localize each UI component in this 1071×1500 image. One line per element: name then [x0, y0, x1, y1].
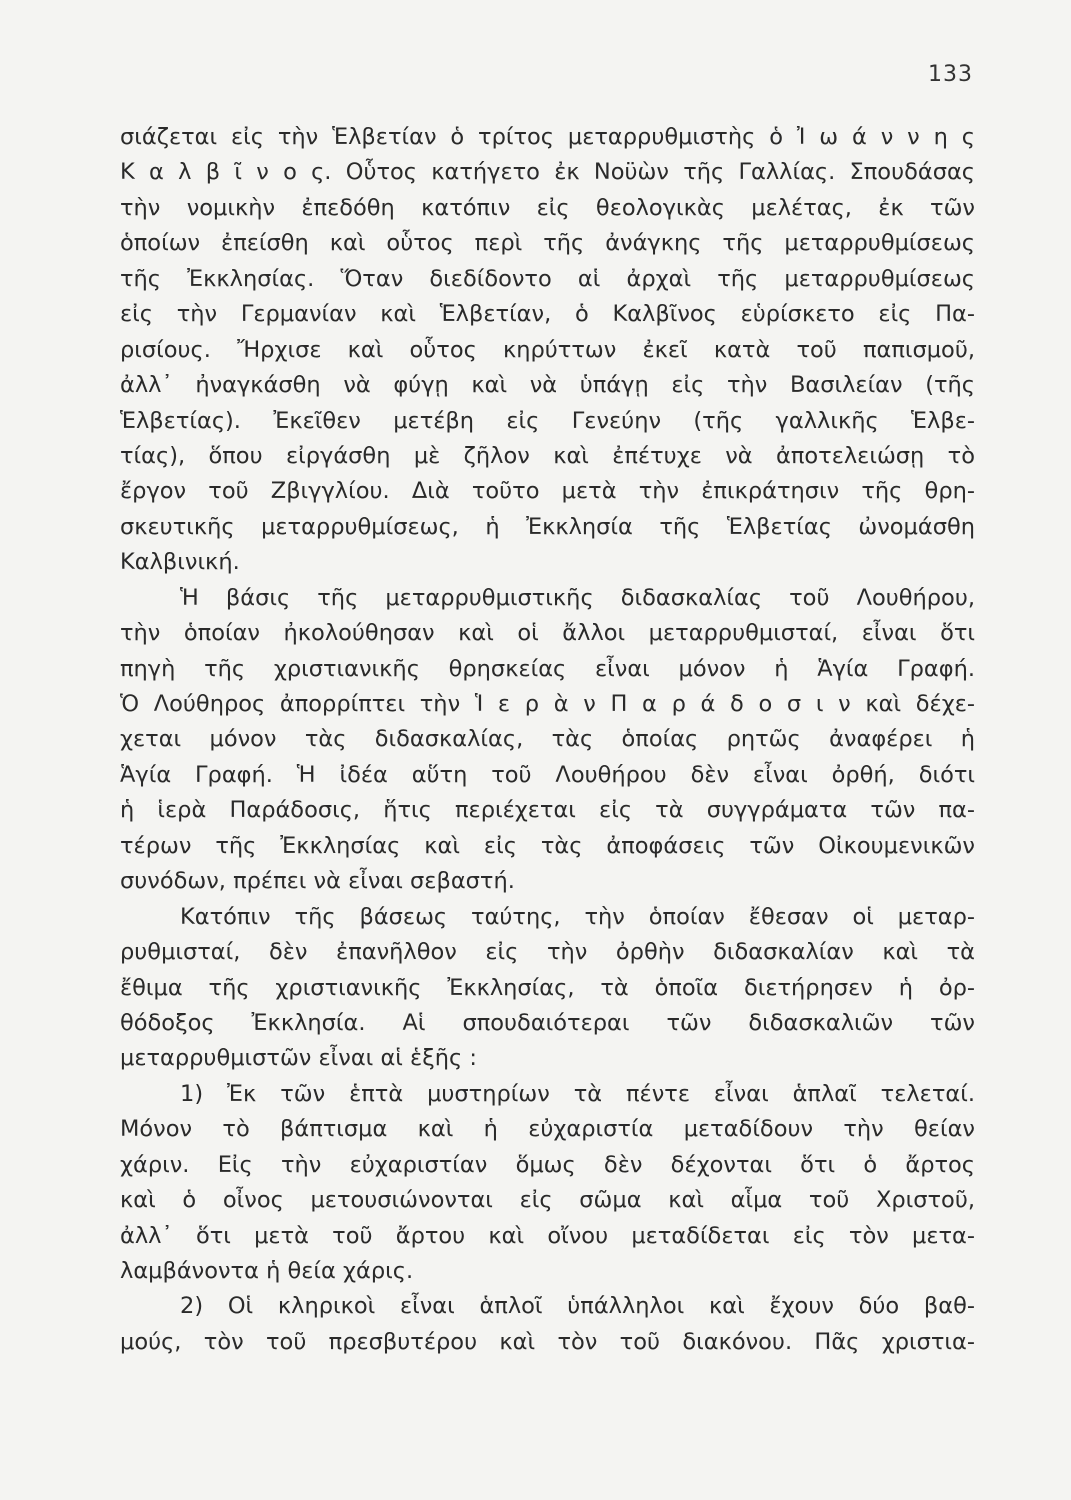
text-line: Ἑλβετίας). Ἐκεῖθεν μετέβη εἰς Γενεύην (τῆς γαλλικῆς Ἑλβε-: [120, 407, 975, 434]
text-line: εἰς τὴν Γερμανίαν καὶ Ἑλβετίαν, ὁ Καλβῖνος εὑρίσκετο εἰς Πα-: [120, 301, 975, 328]
text-line: Καλβινική.: [120, 549, 240, 576]
text-line: Μόνον τὸ βάπτισμα καὶ ἡ εὐχαριστία μεταδίδουν τὴν θείαν: [120, 1116, 975, 1143]
text-line: μούς, τὸν τοῦ πρεσβυτέρου καὶ τὸν τοῦ διακόνου. Πᾶς χριστια-: [120, 1328, 975, 1355]
page-number: 133: [928, 62, 973, 87]
body-text: [120, 120, 975, 1360]
text-line: Κ α λ β ῖ ν ο ς. Οὗτος κατήγετο ἐκ Νοϋὼν τῆς Γαλλίας. Σπουδάσας: [120, 159, 975, 186]
text-line: συνόδων, πρέπει νὰ εἶναι σεβαστή.: [120, 868, 515, 895]
text-line: ἀλλ᾽ ὅτι μετὰ τοῦ ἄρτου καὶ οἴνου μεταδίδεται εἰς τὸν μετα-: [120, 1222, 975, 1249]
text-line: λαμβάνοντα ἡ θεία χάρις.: [120, 1258, 414, 1284]
list-item-line: 2) Οἱ κληρικοὶ εἶναι ἁπλοῖ ὑπάλληλοι καὶ ἔχουν δύο βαθ-: [180, 1293, 975, 1320]
text-line: σιάζεται εἰς τὴν Ἑλβετίαν ὁ τρίτος μεταρρυθμιστὴς ὁ Ἰ ω ά ν ν η ς: [120, 124, 975, 150]
text-line: ρυθμισταί, δὲν ἐπανῆλθον εἰς τὴν ὀρθὴν διδασκαλίαν καὶ τὰ: [120, 939, 975, 966]
text-line: ἔθιμα τῆς χριστιανικῆς Ἐκκλησίας, τὰ ὁποῖα διετήρησεν ἡ ὀρ-: [120, 974, 975, 1001]
text-line: σκευτικῆς μεταρρυθμίσεως, ἡ Ἐκκλησία τῆς Ἑλβετίας ὠνομάσθη: [120, 513, 975, 540]
text-line: Ὁ Λούθηρος ἀπορρίπτει τὴν Ἱ ε ρ ὰ ν Π α ρ ά δ ο σ ι ν καὶ δέχε-: [120, 691, 975, 717]
paragraph-start-line: Ἡ βάσις τῆς μεταρρυθμιστικῆς διδασκαλίας τοῦ Λουθήρου,: [180, 584, 975, 611]
text-line: ρισίους. Ἤρχισε καὶ οὗτος κηρύττων ἐκεῖ κατὰ τοῦ παπισμοῦ,: [120, 336, 975, 363]
text-line: τὴν νομικὴν ἐπεδόθη κατόπιν εἰς θεολογικὰς μελέτας, ἐκ τῶν: [120, 194, 975, 221]
text-line: ἔργον τοῦ Ζβιγγλίου. Διὰ τοῦτο μετὰ τὴν ἐπικράτησιν τῆς θρη-: [120, 478, 975, 505]
text-line: τίας), ὅπου εἰργάσθη μὲ ζῆλον καὶ ἐπέτυχε νὰ ἀποτελειώσῃ τὸ: [120, 442, 975, 469]
text-line: τέρων τῆς Ἐκκλησίας καὶ εἰς τὰς ἀποφάσεις τῶν Οἰκουμενικῶν: [120, 832, 975, 859]
text-line: Ἁγία Γραφή. Ἡ ἰδέα αὕτη τοῦ Λουθήρου δὲν εἶναι ὀρθή, διότι: [120, 761, 975, 788]
list-item-line: 1) Ἐκ τῶν ἑπτὰ μυστηρίων τὰ πέντε εἶναι ἁπλαῖ τελεταί.: [180, 1080, 975, 1107]
text-line: θόδοξος Ἐκκλησία. Αἱ σπουδαιότεραι τῶν διδασκαλιῶν τῶν: [120, 1009, 975, 1036]
text-line: ἀλλ᾽ ἠναγκάσθη νὰ φύγῃ καὶ νὰ ὑπάγῃ εἰς τὴν Βασιλείαν (τῆς: [120, 372, 975, 399]
text-line: καὶ ὁ οἶνος μετουσιώνονται εἰς σῶμα καὶ αἷμα τοῦ Χριστοῦ,: [120, 1187, 975, 1214]
text-line: ὁποίων ἐπείσθη καὶ οὗτος περὶ τῆς ἀνάγκης τῆς μεταρρυθμίσεως: [120, 230, 975, 257]
text-line: ἡ ἱερὰ Παράδοσις, ἥτις περιέχεται εἰς τὰ συγγράματα τῶν πα-: [120, 797, 975, 824]
text-line: χάριν. Εἰς τὴν εὐχαριστίαν ὅμως δὲν δέχονται ὅτι ὁ ἄρτος: [120, 1151, 975, 1178]
text-line: τὴν ὁποίαν ἠκολούθησαν καὶ οἱ ἄλλοι μεταρρυθμισταί, εἶναι ὅτι: [120, 620, 975, 647]
text-line: πηγὴ τῆς χριστιανικῆς θρησκείας εἶναι μόνον ἡ Ἁγία Γραφή.: [120, 655, 975, 682]
text-line: τῆς Ἐκκλησίας. Ὅταν διεδίδοντο αἱ ἀρχαὶ τῆς μεταρρυθμίσεως: [120, 265, 975, 292]
text-line: μεταρρυθμιστῶν εἶναι αἱ ἑξῆς :: [120, 1045, 477, 1072]
text-line: χεται μόνον τὰς διδασκαλίας, τὰς ὁποίας ρητῶς ἀναφέρει ἡ: [120, 726, 975, 753]
paragraph-start-line: Κατόπιν τῆς βάσεως ταύτης, τὴν ὁποίαν ἔθεσαν οἱ μεταρ-: [180, 903, 975, 930]
